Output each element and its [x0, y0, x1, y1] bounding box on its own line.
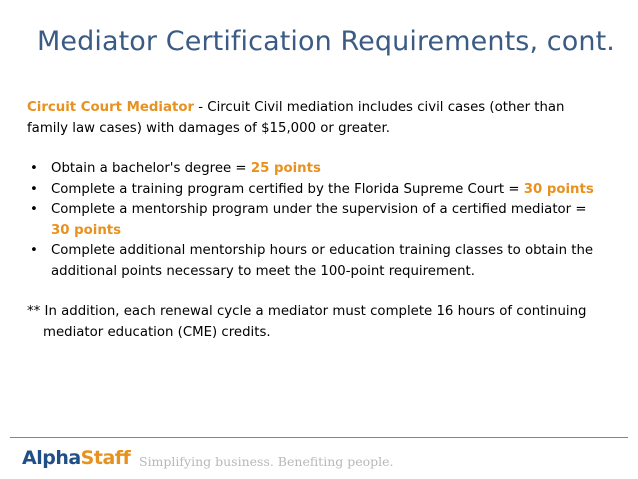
list-item: [27, 200, 607, 241]
list-item-text: Complete a training program certified by the Florida Supreme Court =: [51, 181, 524, 197]
list-item-text: Complete a mentorship program under the supervision of a certified mediator =: [51, 202, 587, 217]
renewal-note: ** In addition, each renewal cycle a mediator must complete 16 hours of continuing mediator education (CME) credits.: [27, 304, 587, 340]
slide-title: Mediator Certification Requirements, cont.: [37, 26, 615, 57]
intro-paragraph: [27, 98, 607, 139]
requirements-list: [27, 159, 607, 282]
points-value: 30 points: [523, 181, 594, 197]
list-item-text: Obtain a bachelor's degree =: [51, 161, 251, 176]
list-item: [27, 241, 607, 282]
tagline: Simplifying business. Benefiting people.: [139, 454, 394, 469]
list-item: [27, 159, 607, 180]
intro-label: Circuit Court Mediator: [27, 100, 195, 115]
bullet-marker: •: [30, 202, 38, 217]
list-item: [27, 180, 607, 201]
footer-divider: [10, 437, 628, 438]
company-logo: [22, 447, 130, 469]
list-item-text: Complete additional mentorship hours or education training classes to obtain the additional points necessary to meet the 100-point requirement.: [51, 243, 594, 279]
slide-content: [27, 98, 607, 343]
bullet-marker: •: [30, 161, 38, 176]
intro-text: - Circuit Civil mediation includes civil cases (other than family law cases) with damages of $15,000 or greater.: [27, 100, 565, 136]
logo-text-staff: Staff: [80, 447, 131, 469]
bullet-marker: •: [30, 243, 38, 258]
points-value: 30 points: [51, 222, 122, 238]
bullet-marker: •: [30, 181, 38, 197]
logo-text-alpha: Alpha: [22, 447, 81, 469]
points-value: 25 points: [250, 161, 321, 176]
